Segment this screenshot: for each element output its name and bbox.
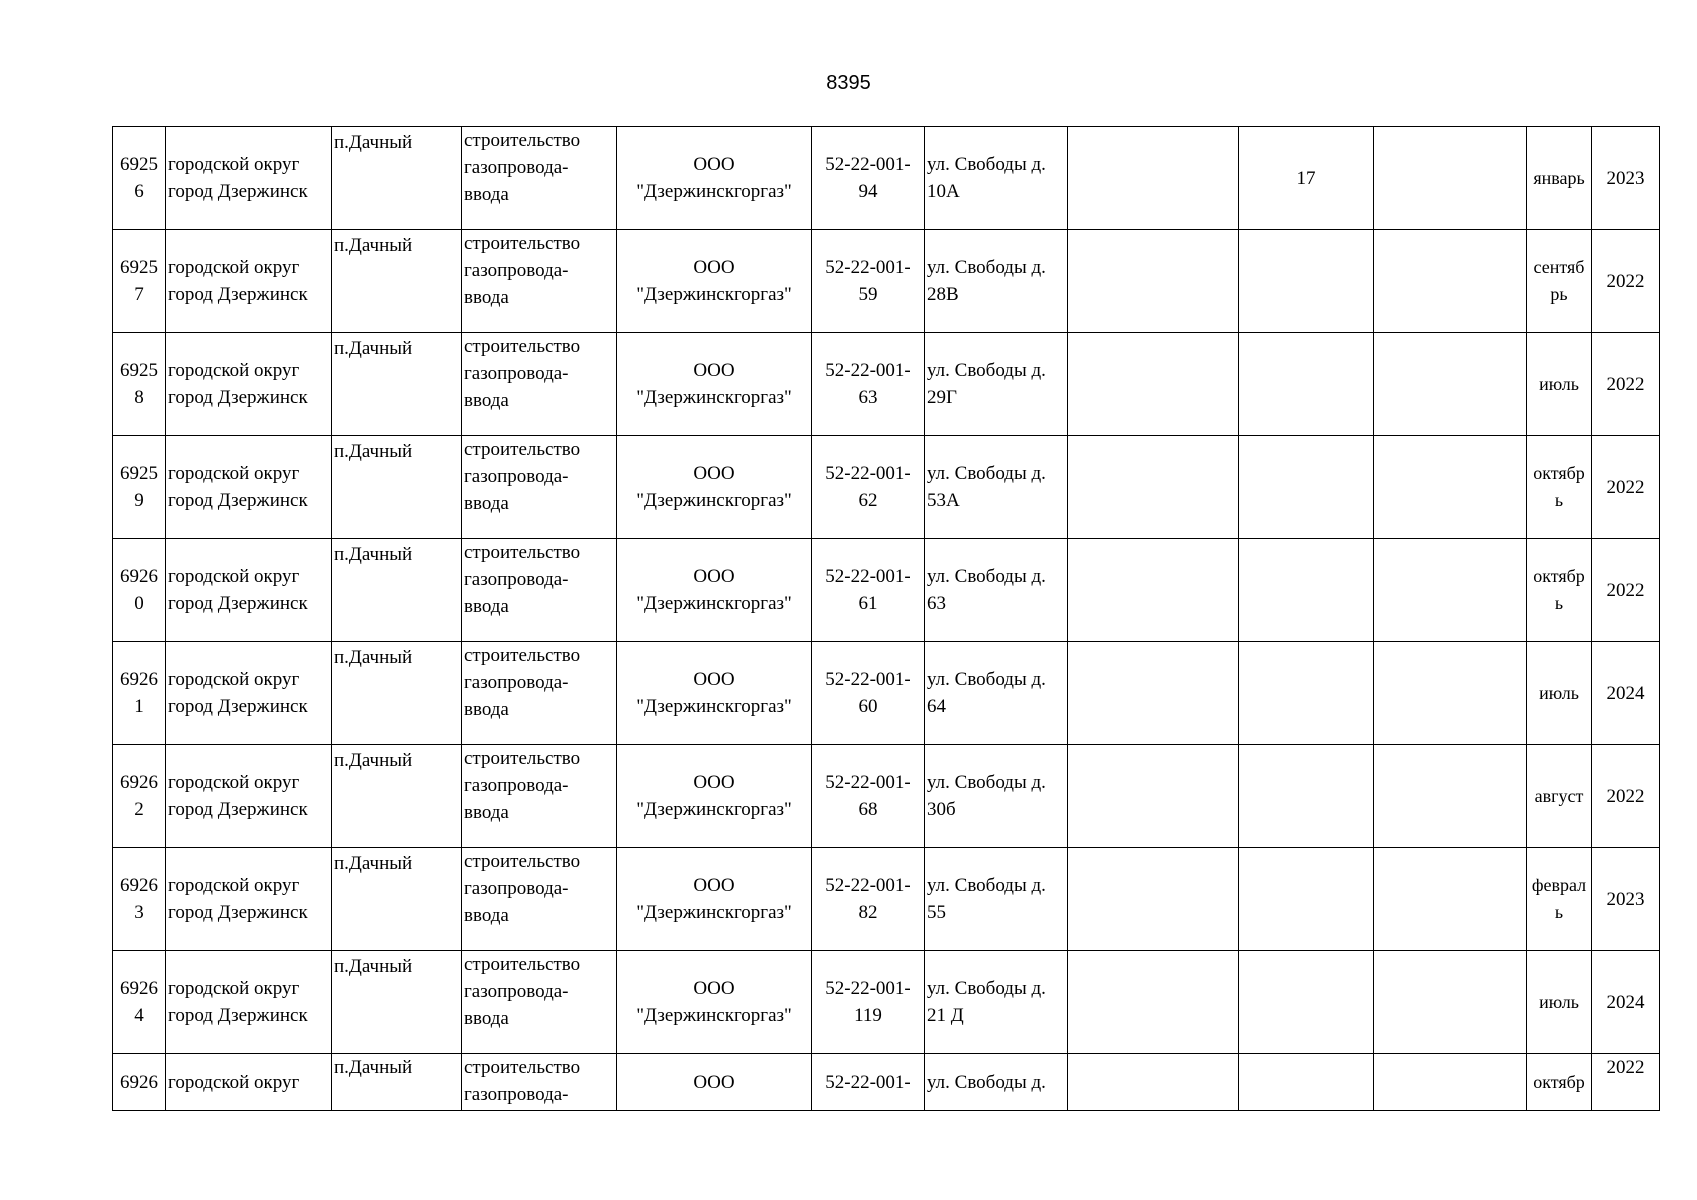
address-line: ул. Свободы д. xyxy=(927,875,1046,896)
blank-cell-2 xyxy=(1374,1054,1527,1111)
municipality-line: городской округ xyxy=(168,1071,300,1093)
record-number-line: 0 xyxy=(134,593,144,614)
record-number-cell xyxy=(113,951,166,1054)
value-text: 17 xyxy=(1296,167,1316,189)
work-type-line: ввода xyxy=(464,287,509,308)
work-type-cell xyxy=(462,951,617,1054)
organization-line: "Дзержинскгоргаз" xyxy=(636,284,792,305)
blank-cell-1 xyxy=(1068,642,1239,745)
organization-line: "Дзержинскгоргаз" xyxy=(636,593,792,614)
organization-line: ООО xyxy=(693,360,735,381)
address-cell xyxy=(925,848,1068,951)
registry-code-cell xyxy=(812,127,925,230)
organization-cell xyxy=(617,745,812,848)
value-cell xyxy=(1239,539,1374,642)
year-cell xyxy=(1592,333,1660,436)
settlement-text: п.Дачный xyxy=(334,235,413,256)
organization-line: "Дзержинскгоргаз" xyxy=(636,902,792,923)
blank-cell-2 xyxy=(1374,333,1527,436)
address-cell xyxy=(925,333,1068,436)
work-type-line: строительство xyxy=(464,645,581,666)
year-text: 2022 xyxy=(1606,373,1645,395)
municipality-line: городской округ xyxy=(168,463,300,484)
municipality-line: городской округ xyxy=(168,978,300,999)
page-number: 8395 xyxy=(826,72,871,94)
municipality-line: городской округ xyxy=(168,669,300,690)
settlement-cell xyxy=(332,951,462,1054)
registry-code-line: 94 xyxy=(858,181,878,202)
organization-line: ООО xyxy=(693,154,735,175)
year-text: 2024 xyxy=(1606,991,1645,1013)
record-number-line: 2 xyxy=(134,799,144,820)
address-line: 28В xyxy=(927,284,959,305)
organization-line: "Дзержинскгоргаз" xyxy=(636,490,792,511)
organization-cell xyxy=(617,642,812,745)
registry-code-cell xyxy=(812,539,925,642)
registry-code-line: 52-22-001- xyxy=(825,257,911,278)
record-number-line: 6926 xyxy=(120,566,158,587)
municipality-line: город Дзержинск xyxy=(168,284,308,305)
municipality-line: город Дзержинск xyxy=(168,181,308,202)
record-number-line: 8 xyxy=(134,387,144,408)
municipality-line: городской округ xyxy=(168,154,300,175)
year-cell xyxy=(1592,848,1660,951)
record-number-cell xyxy=(113,848,166,951)
settlement-cell xyxy=(332,436,462,539)
organization-line: ООО xyxy=(693,257,735,278)
record-number-line: 4 xyxy=(134,1005,144,1026)
table-row xyxy=(113,333,1660,436)
record-number-line: 6926 xyxy=(120,669,158,690)
settlement-cell xyxy=(332,1054,462,1111)
record-number-line: 6926 xyxy=(120,875,158,896)
year-cell xyxy=(1592,539,1660,642)
registry-code-line: 68 xyxy=(858,799,878,820)
address-line: ул. Свободы д. xyxy=(927,669,1046,690)
address-line: ул. Свободы д. xyxy=(927,566,1046,587)
municipality-line: городской округ xyxy=(168,360,300,381)
settlement-text: п.Дачный xyxy=(334,647,413,668)
month-line: сентяб xyxy=(1533,257,1585,277)
settlement-cell xyxy=(332,848,462,951)
blank-cell-1 xyxy=(1068,539,1239,642)
blank-cell-1 xyxy=(1068,127,1239,230)
organization-line: ООО xyxy=(693,463,735,484)
address-cell xyxy=(925,642,1068,745)
address-line: 53А xyxy=(927,490,960,511)
municipality-cell xyxy=(166,436,332,539)
address-line: 63 xyxy=(927,593,946,614)
record-number-line: 6925 xyxy=(120,463,158,484)
organization-line: "Дзержинскгоргаз" xyxy=(636,181,792,202)
blank-cell-2 xyxy=(1374,848,1527,951)
year-cell xyxy=(1592,642,1660,745)
registry-code-line: 52-22-001- xyxy=(825,978,911,999)
organization-cell xyxy=(617,127,812,230)
registry-code-line: 52-22-001- xyxy=(825,566,911,587)
settlement-text: п.Дачный xyxy=(334,750,413,771)
address-cell xyxy=(925,539,1068,642)
month-cell xyxy=(1527,127,1592,230)
work-type-line: газопровода- xyxy=(464,466,569,487)
registry-code-line: 63 xyxy=(858,387,878,408)
work-type-line: ввода xyxy=(464,905,509,926)
year-text: 2022 xyxy=(1606,270,1645,292)
year-text: 2022 xyxy=(1606,1057,1645,1078)
address-line: 21 Д xyxy=(927,1005,964,1026)
month-line: феврал xyxy=(1531,875,1587,895)
work-type-line: газопровода- xyxy=(464,672,569,693)
registry-table xyxy=(112,126,1660,1111)
work-type-cell xyxy=(462,642,617,745)
registry-code-line: 119 xyxy=(854,1005,882,1026)
registry-code-line: 52-22-001- xyxy=(825,154,911,175)
blank-cell-1 xyxy=(1068,951,1239,1054)
month-line: июль xyxy=(1539,373,1579,394)
settlement-cell xyxy=(332,539,462,642)
blank-cell-1 xyxy=(1068,230,1239,333)
month-cell xyxy=(1527,1054,1592,1111)
value-cell xyxy=(1239,642,1374,745)
registry-code-cell xyxy=(812,333,925,436)
work-type-line: газопровода- xyxy=(464,363,569,384)
work-type-cell xyxy=(462,333,617,436)
address-line: 30б xyxy=(927,799,956,820)
month-cell xyxy=(1527,848,1592,951)
record-number-line: 9 xyxy=(134,490,144,511)
work-type-line: строительство xyxy=(464,130,581,151)
registry-code-cell xyxy=(812,1054,925,1111)
organization-line: "Дзержинскгоргаз" xyxy=(636,1005,792,1026)
work-type-line: ввода xyxy=(464,699,509,720)
year-text: 2022 xyxy=(1606,579,1645,601)
work-type-line: газопровода- xyxy=(464,260,569,281)
address-cell xyxy=(925,745,1068,848)
blank-cell-2 xyxy=(1374,230,1527,333)
work-type-line: ввода xyxy=(464,390,509,411)
address-line: ул. Свободы д. xyxy=(927,772,1046,793)
organization-line: ООО xyxy=(693,669,735,690)
registry-code-line: 52-22-001- xyxy=(825,463,911,484)
year-text: 2022 xyxy=(1606,476,1645,498)
month-cell xyxy=(1527,745,1592,848)
value-cell xyxy=(1239,951,1374,1054)
table-row xyxy=(113,127,1660,230)
year-text: 2022 xyxy=(1606,785,1645,807)
blank-cell-1 xyxy=(1068,333,1239,436)
organization-line: "Дзержинскгоргаз" xyxy=(636,387,792,408)
municipality-line: город Дзержинск xyxy=(168,490,308,511)
work-type-line: ввода xyxy=(464,802,509,823)
work-type-cell xyxy=(462,745,617,848)
registry-code-line: 52-22-001- xyxy=(825,669,911,690)
organization-line: ООО xyxy=(693,566,735,587)
work-type-line: строительство xyxy=(464,851,581,872)
record-number-line: 6 xyxy=(134,181,144,202)
year-cell xyxy=(1592,745,1660,848)
work-type-line: газопровода- xyxy=(464,569,569,590)
registry-code-line: 52-22-001- xyxy=(825,1071,911,1093)
record-number-cell xyxy=(113,539,166,642)
registry-code-line: 52-22-001- xyxy=(825,360,911,381)
year-text: 2023 xyxy=(1606,167,1645,189)
settlement-text: п.Дачный xyxy=(334,956,413,977)
month-line: август xyxy=(1534,785,1584,806)
settlement-cell xyxy=(332,745,462,848)
organization-line: "Дзержинскгоргаз" xyxy=(636,696,792,717)
table-row xyxy=(113,745,1660,848)
year-cell xyxy=(1592,436,1660,539)
record-number-line: 6925 xyxy=(120,154,158,175)
organization-line: ООО xyxy=(693,772,735,793)
address-line: ул. Свободы д. xyxy=(927,978,1046,999)
municipality-cell xyxy=(166,848,332,951)
organization-line: ООО xyxy=(693,875,735,896)
municipality-cell xyxy=(166,127,332,230)
year-cell xyxy=(1592,230,1660,333)
work-type-line: строительство xyxy=(464,336,581,357)
settlement-cell xyxy=(332,127,462,230)
registry-code-line: 62 xyxy=(858,490,878,511)
year-cell xyxy=(1592,951,1660,1054)
address-cell xyxy=(925,951,1068,1054)
municipality-line: городской округ xyxy=(168,566,300,587)
settlement-cell xyxy=(332,230,462,333)
settlement-text: п.Дачный xyxy=(334,853,413,874)
municipality-line: город Дзержинск xyxy=(168,593,308,614)
record-number-line: 6926 xyxy=(120,1071,158,1093)
blank-cell-1 xyxy=(1068,436,1239,539)
month-cell xyxy=(1527,951,1592,1054)
municipality-line: город Дзержинск xyxy=(168,799,308,820)
table-row xyxy=(113,642,1660,745)
work-type-line: газопровода- xyxy=(464,1084,569,1105)
record-number-cell xyxy=(113,642,166,745)
value-cell xyxy=(1239,1054,1374,1111)
municipality-cell xyxy=(166,642,332,745)
registry-code-line: 52-22-001- xyxy=(825,772,911,793)
organization-line: ООО xyxy=(693,978,735,999)
registry-code-cell xyxy=(812,848,925,951)
work-type-line: газопровода- xyxy=(464,981,569,1002)
record-number-line: 7 xyxy=(134,284,144,305)
blank-cell-1 xyxy=(1068,848,1239,951)
record-number-line: 6925 xyxy=(120,360,158,381)
blank-cell-2 xyxy=(1374,642,1527,745)
work-type-line: ввода xyxy=(464,184,509,205)
address-line: 55 xyxy=(927,902,946,923)
work-type-line: газопровода- xyxy=(464,157,569,178)
municipality-line: город Дзержинск xyxy=(168,696,308,717)
settlement-text: п.Дачный xyxy=(334,338,413,359)
record-number-line: 3 xyxy=(134,902,144,923)
municipality-cell xyxy=(166,1054,332,1111)
municipality-line: городской округ xyxy=(168,875,300,896)
registry-code-line: 59 xyxy=(858,284,878,305)
municipality-line: город Дзержинск xyxy=(168,1005,308,1026)
organization-cell xyxy=(617,951,812,1054)
settlement-text: п.Дачный xyxy=(334,441,413,462)
address-line: ул. Свободы д. xyxy=(927,257,1046,278)
address-line: ул. Свободы д. xyxy=(927,154,1046,175)
settlement-text: п.Дачный xyxy=(334,1057,413,1078)
organization-line: "Дзержинскгоргаз" xyxy=(636,799,792,820)
work-type-cell xyxy=(462,436,617,539)
blank-cell-2 xyxy=(1374,436,1527,539)
organization-cell xyxy=(617,333,812,436)
month-line: октябр xyxy=(1533,1071,1585,1092)
blank-cell-2 xyxy=(1374,539,1527,642)
month-cell xyxy=(1527,230,1592,333)
municipality-cell xyxy=(166,230,332,333)
registry-code-line: 82 xyxy=(858,902,878,923)
work-type-cell xyxy=(462,1054,617,1111)
address-cell xyxy=(925,230,1068,333)
address-cell xyxy=(925,436,1068,539)
work-type-line: ввода xyxy=(464,596,509,617)
organization-cell xyxy=(617,436,812,539)
blank-cell-1 xyxy=(1068,1054,1239,1111)
address-cell xyxy=(925,1054,1068,1111)
municipality-cell xyxy=(166,333,332,436)
address-cell xyxy=(925,127,1068,230)
month-line: июль xyxy=(1539,682,1579,703)
month-line: рь xyxy=(1550,284,1568,304)
blank-cell-2 xyxy=(1374,951,1527,1054)
table-row xyxy=(113,951,1660,1054)
organization-cell xyxy=(617,1054,812,1111)
table-row xyxy=(113,539,1660,642)
year-cell xyxy=(1592,127,1660,230)
record-number-cell xyxy=(113,127,166,230)
work-type-line: строительство xyxy=(464,439,581,460)
registry-code-cell xyxy=(812,230,925,333)
work-type-cell xyxy=(462,127,617,230)
year-cell xyxy=(1592,1054,1660,1111)
month-cell xyxy=(1527,333,1592,436)
value-cell xyxy=(1239,436,1374,539)
value-cell xyxy=(1239,230,1374,333)
value-cell xyxy=(1239,127,1374,230)
municipality-cell xyxy=(166,951,332,1054)
record-number-line: 6925 xyxy=(120,257,158,278)
registry-code-line: 60 xyxy=(858,696,878,717)
registry-table-body xyxy=(113,127,1660,1111)
municipality-line: город Дзержинск xyxy=(168,387,308,408)
settlement-text: п.Дачный xyxy=(334,132,413,153)
year-text: 2023 xyxy=(1606,888,1645,910)
month-line: октябр xyxy=(1533,463,1585,483)
work-type-line: ввода xyxy=(464,1008,509,1029)
table-row xyxy=(113,848,1660,951)
address-line: 64 xyxy=(927,696,946,717)
month-line: ь xyxy=(1554,902,1564,922)
value-cell xyxy=(1239,745,1374,848)
month-cell xyxy=(1527,642,1592,745)
work-type-line: ввода xyxy=(464,493,509,514)
registry-code-line: 52-22-001- xyxy=(825,875,911,896)
work-type-line: строительство xyxy=(464,954,581,975)
work-type-cell xyxy=(462,539,617,642)
record-number-cell xyxy=(113,745,166,848)
settlement-text: п.Дачный xyxy=(334,544,413,565)
table-row xyxy=(113,436,1660,539)
table-row xyxy=(113,1054,1660,1111)
month-line: ь xyxy=(1554,490,1564,510)
record-number-cell xyxy=(113,436,166,539)
organization-line: ООО xyxy=(693,1071,735,1093)
settlement-cell xyxy=(332,333,462,436)
value-cell xyxy=(1239,848,1374,951)
month-line: ь xyxy=(1554,593,1564,613)
registry-code-cell xyxy=(812,745,925,848)
municipality-line: городской округ xyxy=(168,257,300,278)
municipality-line: город Дзержинск xyxy=(168,902,308,923)
work-type-line: газопровода- xyxy=(464,775,569,796)
record-number-line: 6926 xyxy=(120,978,158,999)
work-type-line: строительство xyxy=(464,1057,581,1078)
month-cell xyxy=(1527,436,1592,539)
address-line: 10А xyxy=(927,181,960,202)
organization-cell xyxy=(617,848,812,951)
record-number-cell xyxy=(113,333,166,436)
organization-cell xyxy=(617,230,812,333)
registry-code-cell xyxy=(812,642,925,745)
settlement-cell xyxy=(332,642,462,745)
work-type-line: строительство xyxy=(464,233,581,254)
registry-code-cell xyxy=(812,436,925,539)
address-line: ул. Свободы д. xyxy=(927,1071,1046,1093)
registry-code-cell xyxy=(812,951,925,1054)
work-type-cell xyxy=(462,848,617,951)
municipality-cell xyxy=(166,539,332,642)
work-type-line: строительство xyxy=(464,542,581,563)
month-line: июль xyxy=(1539,991,1579,1012)
month-line: октябр xyxy=(1533,566,1585,586)
record-number-cell xyxy=(113,1054,166,1111)
address-line: ул. Свободы д. xyxy=(927,360,1046,381)
address-line: ул. Свободы д. xyxy=(927,463,1046,484)
registry-code-line: 61 xyxy=(858,593,878,614)
year-text: 2024 xyxy=(1606,682,1645,704)
work-type-line: газопровода- xyxy=(464,878,569,899)
month-cell xyxy=(1527,539,1592,642)
blank-cell-2 xyxy=(1374,745,1527,848)
municipality-cell xyxy=(166,745,332,848)
month-line: январь xyxy=(1533,167,1585,188)
blank-cell-2 xyxy=(1374,127,1527,230)
value-cell xyxy=(1239,333,1374,436)
record-number-cell xyxy=(113,230,166,333)
record-number-line: 6926 xyxy=(120,772,158,793)
work-type-cell xyxy=(462,230,617,333)
organization-cell xyxy=(617,539,812,642)
municipality-line: городской округ xyxy=(168,772,300,793)
blank-cell-1 xyxy=(1068,745,1239,848)
work-type-line: строительство xyxy=(464,748,581,769)
table-row xyxy=(113,230,1660,333)
record-number-line: 1 xyxy=(134,696,144,717)
address-line: 29Г xyxy=(927,387,957,408)
